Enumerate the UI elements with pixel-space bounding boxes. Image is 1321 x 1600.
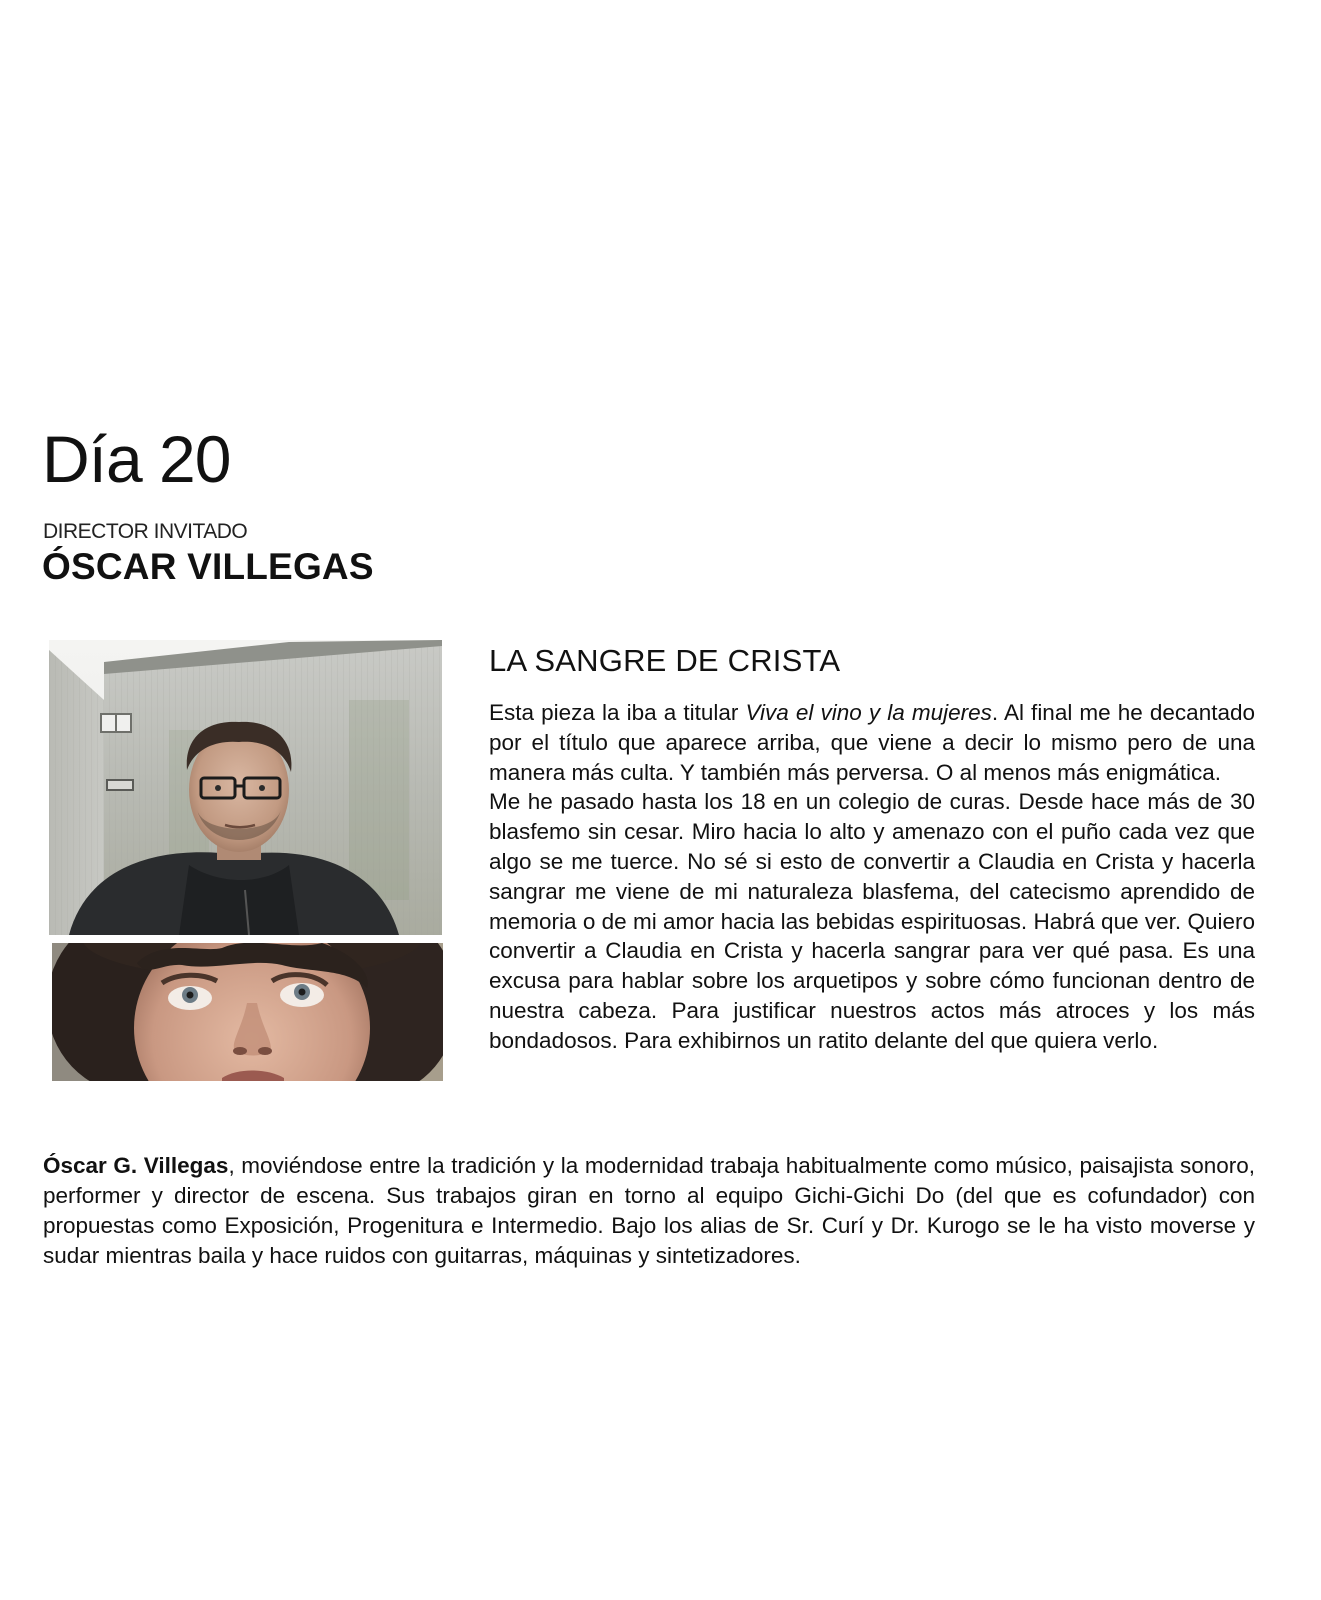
role-label: DIRECTOR INVITADO (43, 520, 248, 543)
paragraph-1-intro: Esta pieza la iba a titular (489, 700, 746, 725)
actress-face-photo (52, 943, 443, 1081)
piece-title: LA SANGRE DE CRISTA (489, 643, 841, 678)
paragraph-1-rest: . Al final me he decantado por el título que aparece arriba, que viene a decir lo mismo pero de una manera más culta. Y también más perversa. O al menos más enigmática. (489, 700, 1255, 785)
director-bio (43, 1151, 1255, 1271)
piece-paragraph-1 (489, 698, 1255, 787)
alternative-title: Viva el vino y la mujeres (745, 700, 992, 725)
day-title: Día 20 (42, 422, 231, 496)
bio-text: , moviéndose entre la tradición y la modernidad trabaja habitualmente como músico, paisajista sonoro, performer y director de escena. Sus trabajos giran en torno al equipo Gichi-Gichi Do (del que es cofundador) con propuestas como Exposición, Progenitura e Intermedio. Bajo los alias de Sr. Curí y Dr. Kurogo se le ha visto moverse y sudar mientras baila y hace ruidos con guitarras, máquinas y sintetizadores. (43, 1153, 1255, 1268)
director-portrait-photo (49, 640, 442, 935)
director-name: ÓSCAR VILLEGAS (42, 546, 374, 587)
piece-paragraph-2: Me he pasado hasta los 18 en un colegio de curas. Desde hace más de 30 blasfemo sin cesar. Miro hacia lo alto y amenazo con el puño cada vez que algo se me tuerce. No sé si esto de convertir a Claudia en Crista y hacerla sangrar me viene de mi naturaleza blasfema, del catecismo aprendido de memoria o de mi amor hacia las bebidas espirituosas. Habrá que ver. Quiero convertir a Claudia en Crista y hacerla sangrar para ver qué pasa. Es una excusa para hablar sobre los arquetipos y sobre cómo funcionan dentro de nuestra cabeza. Para justificar nuestros actos más atroces y los más bondadosos. Para exhibirnos un ratito delante del que quiera verlo. (489, 789, 1255, 1053)
piece-description (489, 698, 1255, 1056)
bio-name: Óscar G. Villegas (43, 1153, 229, 1178)
